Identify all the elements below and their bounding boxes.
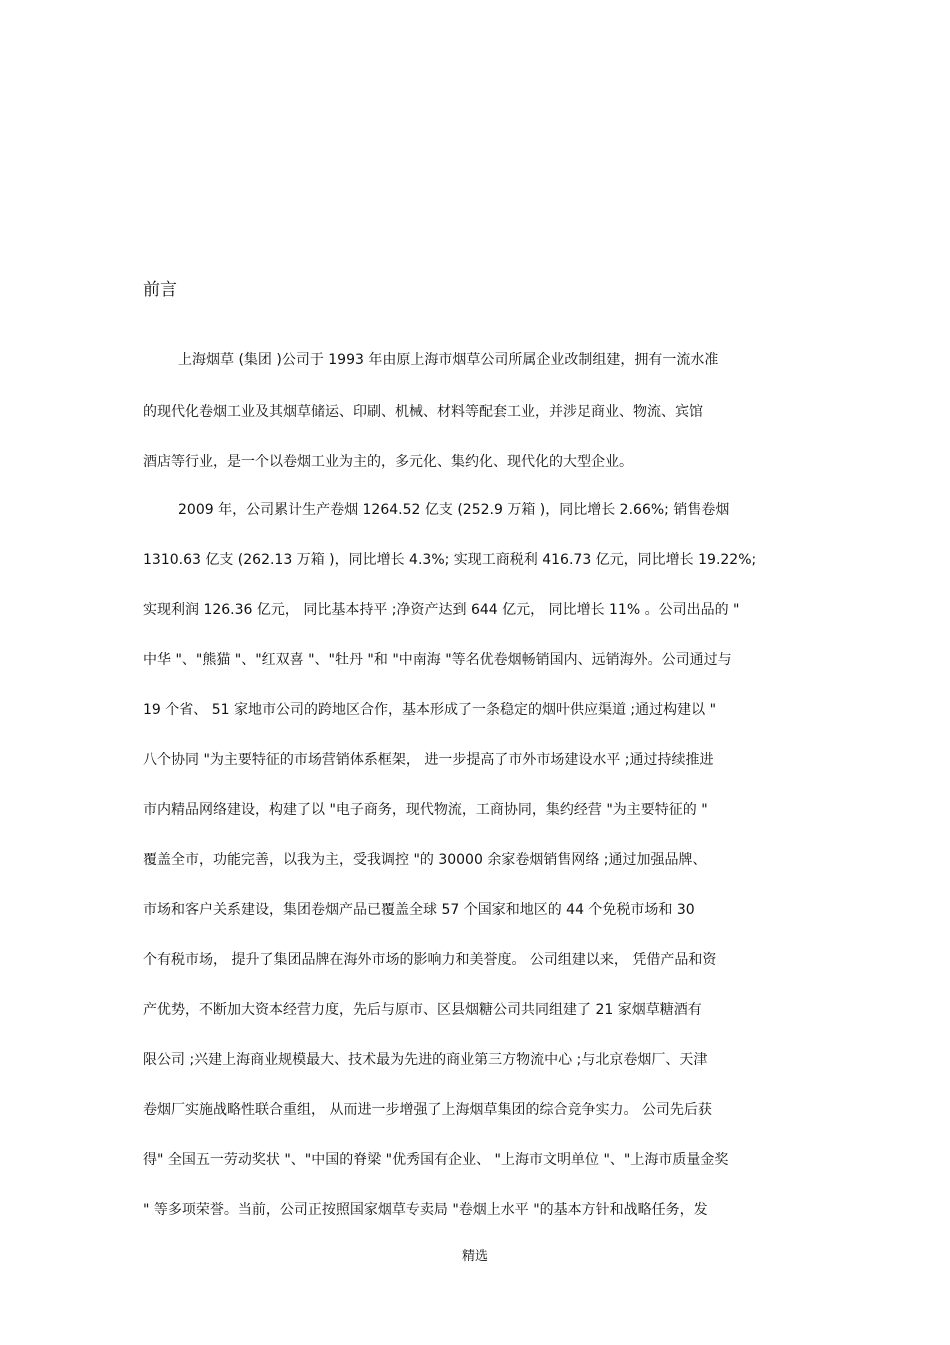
page-footer-label: 精选 [461,1249,488,1264]
paragraph-line: 八个协同 "为主要特征的市场营销体系框架， 进一步提高了市外市场建设水平 ;通过持续推进 [143,752,714,768]
paragraph-line: 19 个省、 51 家地市公司的跨地区合作，基本形成了一条稳定的烟叶供应渠道 ;通过构建以 " [143,702,717,718]
paragraph-line: 卷烟厂实施战略性联合重组， 从而进一步增强了上海烟草集团的综合竞争实力。 公司先后获 [143,1102,712,1118]
paragraph-line: 酒店等行业，是一个以卷烟工业为主的，多元化、集约化、现代化的大型企业。 [143,454,633,470]
paragraph-line: 中华 "、"熊猫 "、"红双喜 "、"牡丹 "和 "中南海 "等名优卷烟畅销国内、远销海外。公司通过与 [143,652,732,668]
section-heading: 前言 [143,280,177,300]
paragraph-line: 得" 全国五一劳动奖状 "、"中国的脊梁 "优秀国有企业、 "上海市文明单位 "、"上海市质量金奖 [143,1152,729,1168]
paragraph-line: 2009 年，公司累计生产卷烟 1264.52 亿支 (252.9 万箱 )，同比增长 2.66%; 销售卷烟 [178,502,730,518]
paragraph-line: 上海烟草 (集团 )公司于 1993 年由原上海市烟草公司所属企业改制组建，拥有一流水准 [178,352,719,368]
paragraph-line: 覆盖全市，功能完善，以我为主，受我调控 "的 30000 余家卷烟销售网络 ;通过加强品牌、 [143,852,707,868]
paragraph-line: 市场和客户关系建设，集团卷烟产品已覆盖全球 57 个国家和地区的 44 个免税市场和 30 [143,902,695,918]
paragraph-line: 产优势，不断加大资本经营力度，先后与原市、区县烟糖公司共同组建了 21 家烟草糖酒有 [143,1002,702,1018]
paragraph-line: 市内精品网络建设，构建了以 "电子商务，现代物流，工商协同，集约经营 "为主要特征的 " [143,802,708,818]
paragraph-line: 个有税市场， 提升了集团品牌在海外市场的影响力和美誉度。 公司组建以来， 凭借产品和资 [143,952,717,968]
paragraph-line: 1310.63 亿支 (262.13 万箱 )，同比增长 4.3%; 实现工商税利 416.73 亿元，同比增长 19.22%; [143,552,757,568]
paragraph-line: 的现代化卷烟工业及其烟草储运、印刷、机械、材料等配套工业，并涉足商业、物流、宾馆 [143,404,703,420]
paragraph-line: 实现利润 126.36 亿元， 同比基本持平 ;净资产达到 644 亿元， 同比增长 11% 。公司出品的 " [143,602,740,618]
paragraph-line: " 等多项荣誉。当前，公司正按照国家烟草专卖局 "卷烟上水平 "的基本方针和战略任务，发 [143,1202,708,1218]
paragraph-line: 限公司 ;兴建上海商业规模最大、技术最为先进的商业第三方物流中心 ;与北京卷烟厂、天津 [143,1052,708,1068]
